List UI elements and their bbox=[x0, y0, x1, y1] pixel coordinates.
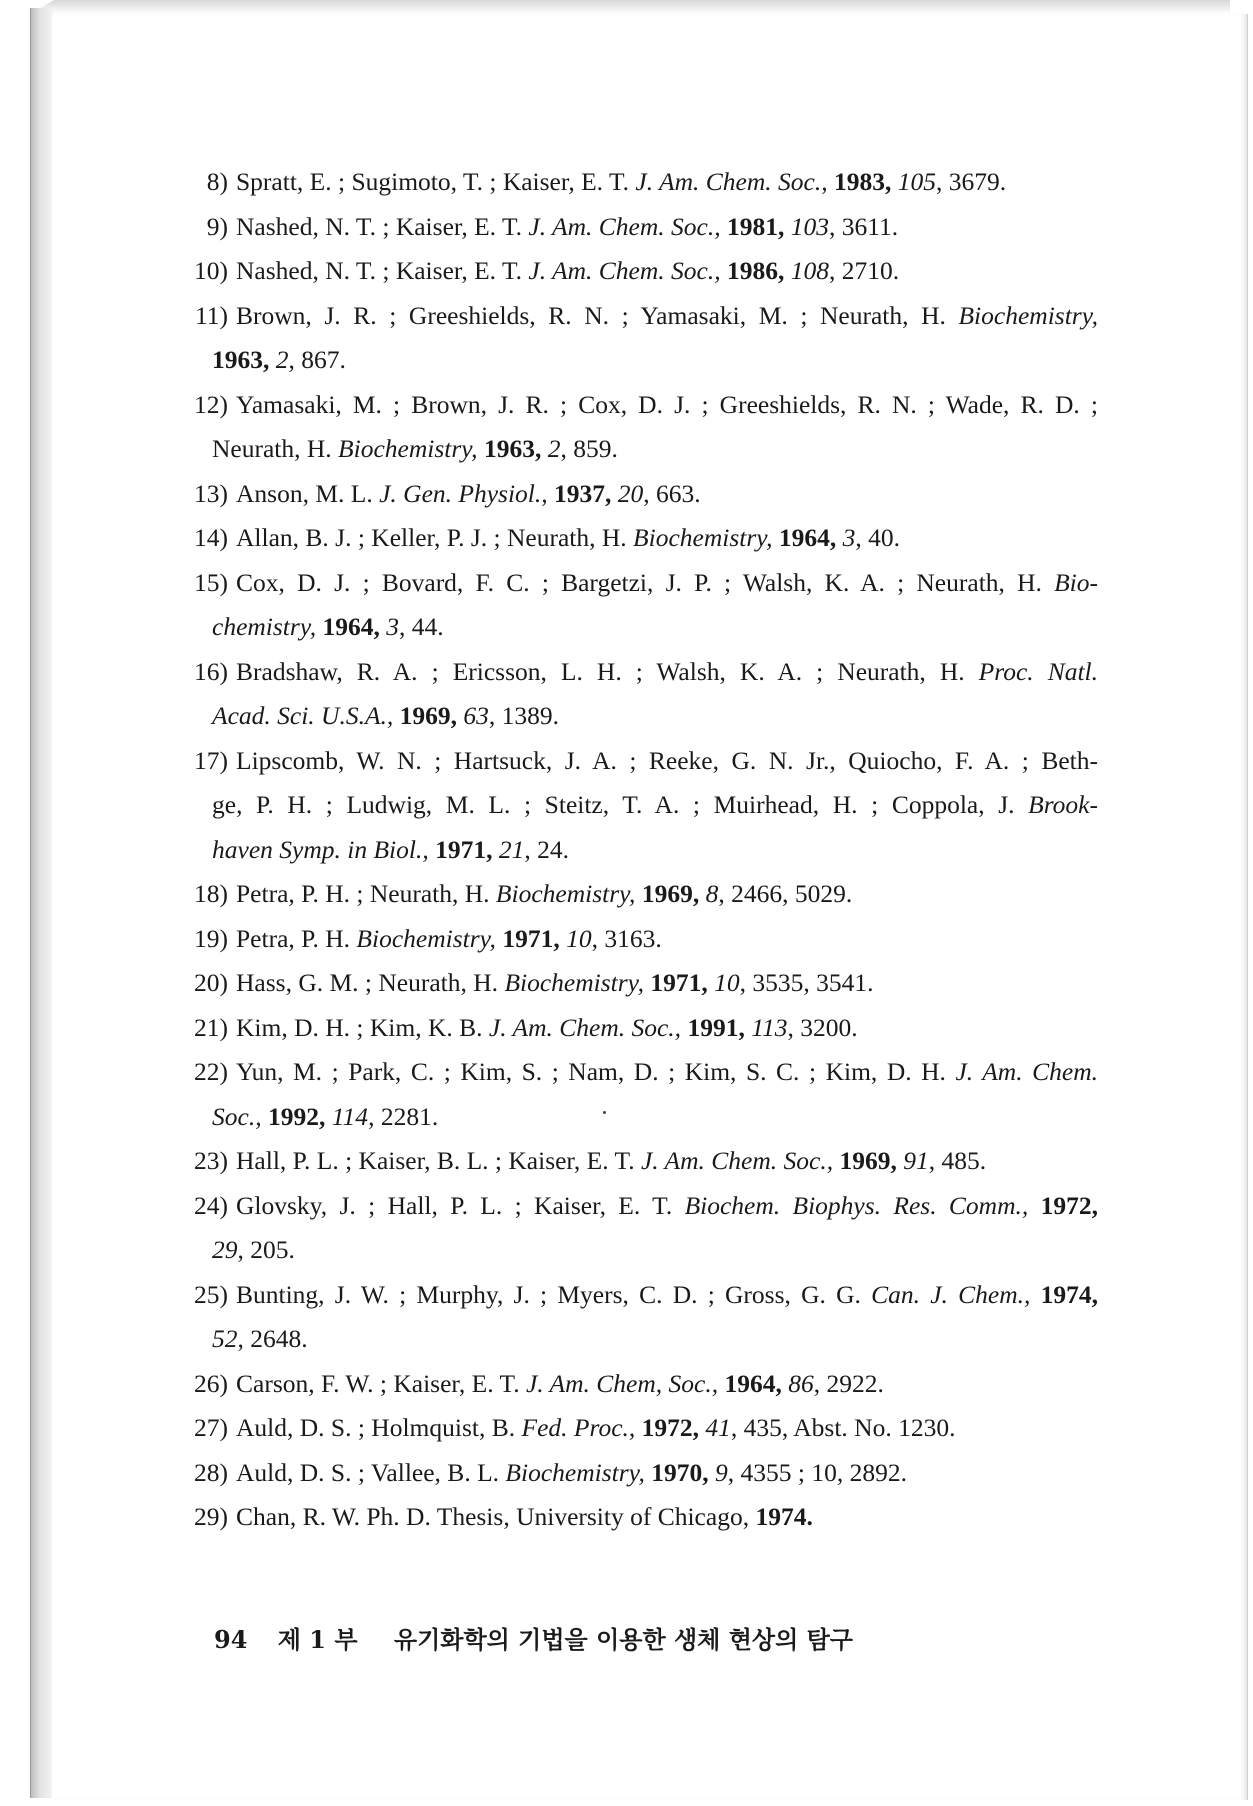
reference-number: 22) bbox=[194, 1057, 228, 1086]
part-title: 유기화학의 기법을 이용한 생체 현상의 탐구 bbox=[393, 1625, 853, 1654]
reference-text: , 3679. bbox=[935, 167, 1007, 196]
reference-text: , 40. bbox=[855, 523, 901, 552]
reference-text: Nashed, N. T. ; Kaiser, E. T. bbox=[236, 211, 529, 241]
reference-text: Hall, P. L. ; Kaiser, B. L. ; Kaiser, E. T. bbox=[236, 1146, 641, 1175]
italic-text: 29 bbox=[212, 1235, 238, 1264]
reference-line bbox=[236, 1050, 1098, 1095]
italic-text: Biochemistry, bbox=[504, 968, 644, 997]
reference-line bbox=[236, 472, 1098, 517]
italic-text: Can. J. Chem., bbox=[871, 1279, 1031, 1309]
part-label: 제 1 부 bbox=[277, 1625, 358, 1654]
reference-line bbox=[212, 605, 1098, 650]
italic-text: 114 bbox=[331, 1101, 369, 1131]
bold-text: 1971, bbox=[650, 968, 708, 997]
reference-item bbox=[188, 561, 1098, 650]
italic-text: Biochemistry, bbox=[633, 523, 773, 552]
reference-number: 17) bbox=[194, 745, 228, 775]
reference-item bbox=[188, 1184, 1098, 1273]
italic-text: 63 bbox=[463, 701, 489, 730]
reference-item bbox=[188, 1362, 1098, 1407]
reference-text: Auld, D. S. ; Holmquist, B. bbox=[236, 1413, 522, 1442]
reference-line bbox=[236, 383, 1098, 428]
reference-text: Nashed, N. T. ; Kaiser, E. T. bbox=[236, 256, 529, 285]
reference-item bbox=[188, 650, 1098, 739]
reference-line bbox=[236, 516, 1098, 561]
reference-number: 27) bbox=[194, 1413, 228, 1442]
reference-text: Brown, J. R. ; Greeshields, R. N. ; Yamasaki, M. ; Neurath, H. bbox=[236, 300, 959, 330]
reference-line bbox=[212, 1228, 1098, 1273]
reference-text: Yamasaki, M. ; Brown, J. R. ; Cox, D. J. ; Greeshields, R. N. ; Wade, R. D. ; bbox=[236, 389, 1098, 419]
italic-text: 8 bbox=[705, 879, 719, 908]
page-edge-left bbox=[30, 8, 53, 1798]
bold-text: 1964, bbox=[322, 612, 380, 641]
bold-text: 1969, bbox=[839, 1146, 897, 1175]
bold-text: 1964, bbox=[724, 1368, 782, 1398]
reference-line bbox=[212, 427, 1098, 472]
reference-line bbox=[212, 783, 1098, 828]
bold-text: 1991, bbox=[687, 1012, 745, 1042]
reference-line bbox=[236, 1362, 1098, 1407]
reference-text: , 44. bbox=[398, 612, 444, 641]
italic-text: 3 bbox=[842, 523, 856, 552]
italic-text: J. Am. Chem. Soc., bbox=[488, 1012, 682, 1042]
reference-text: Kim, D. H. ; Kim, K. B. bbox=[236, 1012, 489, 1042]
italic-text: chemistry, bbox=[212, 612, 317, 641]
italic-text: Biochem. Biophys. Res. Comm., bbox=[684, 1190, 1029, 1220]
italic-text: 113 bbox=[751, 1012, 788, 1042]
italic-text: Biochemistry, bbox=[338, 434, 478, 463]
reference-text: , 205. bbox=[237, 1235, 295, 1264]
reference-line bbox=[236, 561, 1098, 606]
reference-line bbox=[212, 828, 1098, 873]
reference-line bbox=[236, 1451, 1098, 1496]
italic-text: 91 bbox=[903, 1146, 929, 1175]
italic-text: 41 bbox=[705, 1413, 731, 1442]
reference-text: Spratt, E. ; Sugimoto, T. ; Kaiser, E. T. bbox=[236, 167, 636, 196]
italic-text: J. Am. Chem. Soc., bbox=[640, 1146, 834, 1175]
italic-text: J. Am. Chem. Soc., bbox=[635, 167, 828, 196]
italic-text: Fed. Proc., bbox=[521, 1413, 636, 1442]
reference-text: Bunting, J. W. ; Murphy, J. ; Myers, C. D. ; Gross, G. G. bbox=[236, 1279, 872, 1309]
reference-item bbox=[188, 1050, 1098, 1139]
reference-text bbox=[1030, 1280, 1040, 1309]
reference-text: Allan, B. J. ; Keller, P. J. ; Neurath, H. bbox=[236, 523, 634, 552]
reference-text: ge, P. H. ; Ludwig, M. L. ; Steitz, T. A. ; Muirhead, H. ; Coppola, J. bbox=[212, 790, 1029, 819]
italic-text: 20 bbox=[617, 478, 644, 508]
reference-line bbox=[236, 1495, 1098, 1540]
reference-item bbox=[188, 917, 1098, 962]
reference-number: 11) bbox=[194, 300, 228, 330]
bold-text: 1963, bbox=[212, 345, 270, 374]
italic-text: J. Am. Chem. bbox=[955, 1057, 1098, 1086]
bold-text: 1970, bbox=[651, 1457, 709, 1487]
italic-text: Biochemistry, bbox=[356, 923, 496, 953]
bold-text: 1971, bbox=[502, 923, 560, 953]
reference-number: 14) bbox=[194, 523, 228, 552]
bold-text: 1974. bbox=[755, 1502, 813, 1531]
reference-number: 15) bbox=[194, 567, 228, 597]
reference-number: 26) bbox=[194, 1368, 228, 1398]
reference-text: Glovsky, J. ; Hall, P. L. ; Kaiser, E. T. bbox=[236, 1190, 685, 1220]
reference-number: 18) bbox=[194, 879, 228, 908]
bold-text: 1969, bbox=[641, 879, 700, 908]
reference-text: Bradshaw, R. A. ; Ericsson, L. H. ; Walsh, K. A. ; Neurath, H. bbox=[236, 656, 979, 686]
reference-text bbox=[1028, 1191, 1040, 1220]
bold-text: 1986, bbox=[726, 256, 785, 285]
reference-item bbox=[188, 1273, 1098, 1362]
reference-number: 19) bbox=[194, 923, 228, 953]
italic-text: J. Am. Chem, Soc., bbox=[525, 1368, 719, 1398]
reference-item bbox=[188, 383, 1098, 472]
reference-number: 9) bbox=[206, 211, 228, 241]
page-edge-top bbox=[30, 0, 1230, 14]
reference-item bbox=[188, 472, 1098, 517]
reference-text: Carson, F. W. ; Kaiser, E. T. bbox=[236, 1368, 526, 1398]
italic-text: 21 bbox=[498, 834, 525, 864]
reference-text: , 2281. bbox=[368, 1101, 439, 1131]
italic-text: Soc., bbox=[212, 1101, 262, 1131]
reference-line bbox=[236, 1139, 1098, 1184]
reference-text: Lipscomb, W. N. ; Hartsuck, J. A. ; Reeke, G. N. Jr., Quiocho, F. A. ; Beth- bbox=[236, 745, 1098, 775]
reference-line bbox=[236, 1006, 1098, 1051]
italic-text: 86 bbox=[788, 1368, 814, 1398]
bold-text: 1972, bbox=[641, 1413, 700, 1442]
reference-text: , 4355 ; 10, 2892. bbox=[727, 1457, 908, 1487]
reference-text: Anson, M. L. bbox=[236, 478, 380, 508]
reference-line bbox=[236, 650, 1098, 695]
reference-line bbox=[236, 739, 1098, 784]
reference-item bbox=[188, 872, 1098, 917]
bold-text: 1971, bbox=[435, 834, 493, 864]
reference-text: , 2648. bbox=[237, 1324, 308, 1353]
italic-text: Biochemistry, bbox=[505, 1457, 645, 1487]
bold-text: 1963, bbox=[483, 434, 542, 463]
reference-text: Yun, M. ; Park, C. ; Kim, S. ; Nam, D. ; Kim, S. C. ; Kim, D. H. bbox=[236, 1057, 956, 1086]
italic-text: 52 bbox=[212, 1324, 238, 1353]
reference-line bbox=[212, 338, 1098, 383]
reference-text: Chan, R. W. Ph. D. Thesis, University of Chicago, bbox=[236, 1502, 756, 1531]
reference-line bbox=[212, 1095, 1098, 1140]
reference-item bbox=[188, 249, 1098, 294]
reference-line bbox=[236, 160, 1098, 205]
reference-item bbox=[188, 1495, 1098, 1540]
reference-text: Cox, D. J. ; Bovard, F. C. ; Bargetzi, J. P. ; Walsh, K. A. ; Neurath, H. bbox=[236, 567, 1055, 597]
reference-number: 12) bbox=[194, 389, 228, 419]
reference-number: 20) bbox=[194, 968, 228, 997]
reference-item bbox=[188, 1139, 1098, 1184]
bold-text: 1983, bbox=[833, 167, 892, 196]
reference-text: , 2710. bbox=[828, 256, 900, 285]
reference-item bbox=[188, 205, 1098, 250]
reference-number: 23) bbox=[194, 1146, 228, 1175]
reference-text: , 2466, 5029. bbox=[718, 879, 853, 908]
italic-text: haven Symp. in Biol., bbox=[212, 834, 429, 864]
reference-line bbox=[236, 205, 1098, 250]
reference-number: 10) bbox=[194, 256, 228, 285]
italic-text: Proc. Natl. bbox=[978, 656, 1098, 686]
italic-text: Biochemistry, bbox=[495, 879, 636, 908]
reference-item bbox=[188, 739, 1098, 873]
italic-text: 2 bbox=[275, 345, 289, 374]
reference-text: , 3163. bbox=[591, 923, 662, 953]
italic-text: 10 bbox=[566, 923, 592, 953]
reference-item bbox=[188, 160, 1098, 205]
reference-text: , 435, Abst. No. 1230. bbox=[730, 1413, 956, 1442]
reference-text: , 24. bbox=[524, 834, 569, 864]
bold-text: 1937, bbox=[554, 478, 612, 508]
reference-text: , 663. bbox=[643, 478, 701, 508]
italic-text: Biochemistry, bbox=[958, 300, 1098, 330]
italic-text: J. Am. Chem. Soc., bbox=[528, 256, 721, 285]
reference-text: Auld, D. S. ; Vallee, B. L. bbox=[236, 1457, 506, 1487]
reference-text: , 3611. bbox=[828, 211, 899, 241]
reference-item bbox=[188, 294, 1098, 383]
reference-number: 8) bbox=[206, 167, 228, 196]
reference-line bbox=[236, 1273, 1098, 1318]
bold-text: 1974, bbox=[1040, 1279, 1098, 1309]
reference-text: Neurath, H. bbox=[212, 434, 339, 463]
reference-line bbox=[236, 1406, 1098, 1451]
reference-item bbox=[188, 516, 1098, 561]
reference-number: 24) bbox=[194, 1190, 228, 1220]
reference-line bbox=[212, 694, 1098, 739]
reference-line bbox=[236, 249, 1098, 294]
reference-number: 21) bbox=[194, 1012, 228, 1042]
italic-text: 103 bbox=[790, 211, 829, 241]
reference-line bbox=[236, 294, 1098, 339]
reference-text: , 1389. bbox=[488, 701, 560, 730]
italic-text: 9 bbox=[715, 1457, 728, 1487]
reference-item bbox=[188, 1006, 1098, 1051]
page-footer bbox=[214, 1620, 853, 1655]
reference-line bbox=[236, 872, 1098, 917]
italic-text: Bio- bbox=[1054, 567, 1098, 597]
italic-text: 105 bbox=[897, 167, 936, 196]
reference-text: , 3535, 3541. bbox=[739, 968, 874, 997]
reference-text: , 867. bbox=[288, 345, 346, 374]
reference-text: , 859. bbox=[560, 434, 618, 463]
reference-list bbox=[188, 160, 1098, 1540]
reference-text: , 2922. bbox=[813, 1368, 884, 1398]
bold-text: 1992, bbox=[267, 1101, 326, 1131]
italic-text: Brook- bbox=[1028, 790, 1098, 819]
reference-text: Hass, G. M. ; Neurath, H. bbox=[236, 968, 505, 997]
reference-number: 25) bbox=[194, 1279, 228, 1309]
bold-text: 1969, bbox=[399, 701, 458, 730]
reference-text: Petra, P. H. bbox=[236, 923, 357, 953]
reference-line bbox=[236, 1184, 1098, 1229]
italic-text: 2 bbox=[547, 434, 561, 463]
reference-item bbox=[188, 961, 1098, 1006]
reference-number: 29) bbox=[194, 1502, 228, 1531]
page-number: 94 bbox=[214, 1625, 248, 1654]
reference-number: 16) bbox=[194, 656, 228, 686]
italic-text: Acad. Sci. U.S.A., bbox=[212, 701, 394, 730]
reference-number: 28) bbox=[194, 1457, 228, 1487]
reference-item bbox=[188, 1406, 1098, 1451]
reference-text: Petra, P. H. ; Neurath, H. bbox=[236, 879, 496, 908]
reference-line bbox=[236, 917, 1098, 962]
reference-line bbox=[236, 961, 1098, 1006]
reference-text: , 485. bbox=[928, 1146, 987, 1175]
reference-text: , 3200. bbox=[787, 1012, 858, 1042]
italic-text: 10 bbox=[714, 968, 740, 997]
italic-text: J. Gen. Physiol., bbox=[379, 478, 548, 508]
reference-number: 13) bbox=[194, 478, 228, 508]
bold-text: 1981, bbox=[726, 211, 785, 241]
reference-line bbox=[212, 1317, 1098, 1362]
italic-text: 3 bbox=[386, 612, 399, 641]
italic-text: 108 bbox=[790, 256, 829, 285]
bold-text: 1964, bbox=[778, 523, 837, 552]
stray-mark bbox=[603, 1111, 606, 1114]
bold-text: 1972, bbox=[1040, 1190, 1099, 1220]
reference-item bbox=[188, 1451, 1098, 1496]
italic-text: J. Am. Chem. Soc., bbox=[528, 211, 721, 241]
